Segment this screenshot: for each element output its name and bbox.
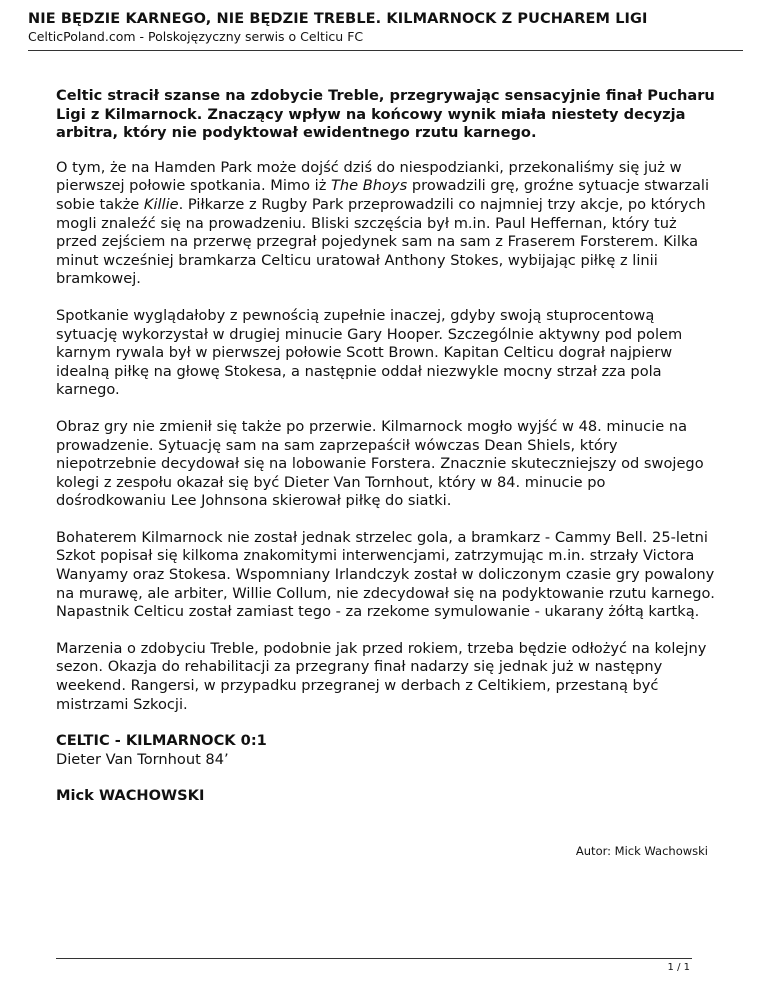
paragraph-1-part-e: . Piłkarze z Rugby Park przeprowadzili co najmniej trzy akcje, po których mogli znaleźć się na prowadzeniu. Bliski szczęścia był m.in. Paul Heffernan, który tuż przed zejściem na przerwę przegrał pojedynek sam na sam z Fraserem Forsterem. Kilka minut wcześniej bramkarza Celticu uratował Anthony Stokes, wybijając piłkę z linii bramkowej.	[56, 195, 706, 288]
author-credit: Autor: Mick Wachowski	[575, 844, 708, 858]
site-subtitle: CelticPoland.com - Polskojęzyczny serwis o Celticu FC	[28, 29, 364, 44]
killie-emphasis: Killie	[143, 195, 179, 213]
author-signature: Mick WACHOWSKI	[56, 787, 205, 805]
page-header	[28, 10, 743, 45]
footer-divider	[56, 958, 692, 959]
header-divider	[28, 50, 743, 51]
paragraph-4: Bohaterem Kilmarnock nie został jednak strzelec gola, a bramkarz - Cammy Bell. 25-letni Szkot popisał się kilkoma znakomitymi interwencjami, zatrzymując m.in. strzały Victora Wanyamy oraz Stokesa. Wspomniany Irlandczyk został w doliczonym czasie gry powalony na murawę, ale arbiter, Willie Collum, nie zdecydował się na podyktowanie rzutu karnego. Napastnik Celticu został zamiast tego - za rzekome symulowanie - ukarany żółtą kartką.	[56, 528, 715, 621]
paragraph-3: Obraz gry nie zmienił się także po przerwie. Kilmarnock mogło wyjść w 48. minucie na prowadzenie. Sytuację sam na sam zaprzepaścił wówczas Dean Shiels, który niepotrzebnie decydował się na lobowanie Forstera. Znacznie skuteczniejszy od swojego kolegi z zespołu okazał się być Dieter Van Tornhout, który w 84. minucie po dośrodkowaniu Lee Johnsona skierował piłkę do siatki.	[56, 417, 704, 510]
article-lead: Celtic stracił szanse na zdobycie Treble, przegrywając sensacyjnie finał Pucharu Ligi z Kilmarnock. Znaczący wpływ na końcowy wynik miała niestety decyzja arbitra, który nie podyktował ewidentnego rzutu karnego.	[56, 87, 715, 142]
goal-scorer: Dieter Van Tornhout 84’	[56, 750, 229, 768]
match-score: CELTIC - KILMARNOCK 0:1	[56, 732, 267, 750]
page-number: 1 / 1	[667, 962, 690, 973]
paragraph-5: Marzenia o zdobyciu Treble, podobnie jak przed rokiem, trzeba będzie odłożyć na kolejny sezon. Okazja do rehabilitacji za przegrany finał nadarzy się jednak już w następny weekend. Rangersi, w przypadku przegranej w derbach z Celtikiem, przestaną być mistrzami Szkocji.	[56, 639, 707, 713]
article-title: NIE BĘDZIE KARNEGO, NIE BĘDZIE TREBLE. KILMARNOCK Z PUCHAREM LIGI	[28, 11, 648, 27]
paragraph-2: Spotkanie wyglądałoby z pewnością zupełnie inaczej, gdyby swoją stuprocentową sytuację wykorzystał w drugiej minucie Gary Hooper. Szczególnie aktywny pod polem karnym rywala był w pierwszej połowie Scott Brown. Kapitan Celticu dograł najpierw idealną piłkę na głowę Stokesa, a następnie oddał niezwykle mocny strzał zza pola karnego.	[56, 306, 683, 399]
article-body	[56, 87, 716, 806]
paragraph-1	[56, 159, 716, 289]
the-bhoys-emphasis: The Bhoys	[331, 177, 408, 195]
paragraph-1-part-a: O tym, że na Hamden Park może dojść dziś do niespodzianki, przekonaliśmy się już w pierwszej połowie spotkania. Mimo iż	[56, 158, 682, 195]
paragraph-1-part-c: prowadzili grę, groźne sytuacje stwarzali sobie także	[56, 177, 710, 213]
